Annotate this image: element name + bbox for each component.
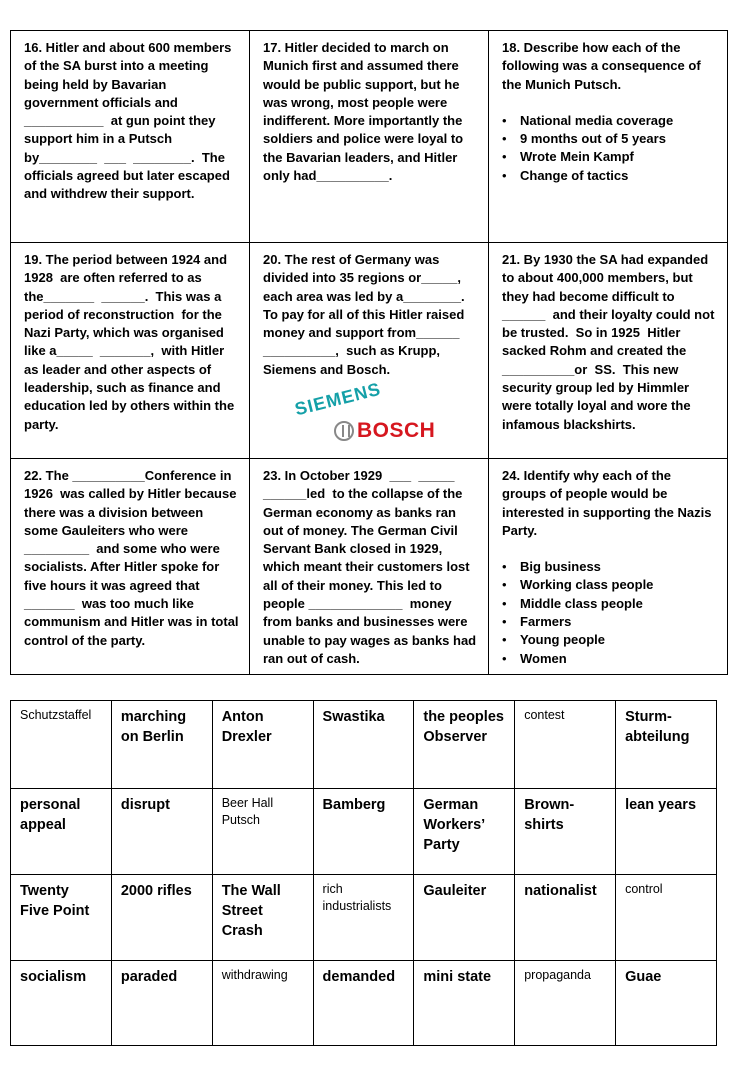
- bullet-item: • National media coverage: [520, 112, 717, 130]
- bosch-logo: [334, 418, 436, 442]
- question-text: 23. In October 1929 ___ _____ ______led to the collapse of the German economy as banks ran out of money. The German Civil Servant Bank closed in 1929, which meant their customers lost all of their money. This led to people _____________ money from banks and businesses were unable to pay wages as banks had ran out of cash.: [263, 468, 480, 666]
- bullet-item: • Farmers: [520, 613, 717, 631]
- bullet-item: • Working class people: [520, 576, 717, 594]
- word-cell: contest: [515, 701, 616, 789]
- word-cell: disrupt: [111, 789, 212, 875]
- siemens-logo: SIEMENS: [292, 378, 384, 420]
- word-cell: The Wall Street Crash: [212, 875, 313, 961]
- question-cell: [489, 31, 728, 243]
- question-cell: [250, 459, 489, 675]
- bullet-item: • Wrote Mein Kampf: [520, 148, 717, 166]
- word-cell: Anton Drexler: [212, 701, 313, 789]
- bullet-item: • Big business: [520, 558, 717, 576]
- question-cell: [250, 31, 489, 243]
- word-cell: Twenty Five Point: [11, 875, 112, 961]
- question-grid: [10, 30, 728, 675]
- bullet-item: • Young people: [520, 631, 717, 649]
- question-cell: [11, 243, 250, 459]
- bullet-item: • Women: [520, 650, 717, 668]
- question-cell: [250, 243, 489, 459]
- word-cell: rich industrialists: [313, 875, 414, 961]
- word-cell: Sturm-abteilung: [616, 701, 717, 789]
- question-text: 17. Hitler decided to march on Munich first and assumed there would be public support, but he was wrong, most people were indifferent. More importantly the soldiers and police were loyal to the Bavarian leaders, and Hitler only had__________.: [263, 40, 467, 184]
- bullet-item: • 9 months out of 5 years: [520, 130, 717, 148]
- siemens-bosch-logo: [281, 378, 441, 447]
- word-cell: demanded: [313, 961, 414, 1046]
- word-cell: Swastika: [313, 701, 414, 789]
- word-cell: mini state: [414, 961, 515, 1046]
- word-cell: Bamberg: [313, 789, 414, 875]
- word-bank: [10, 700, 717, 1046]
- question-text: 22. The __________Conference in 1926 was called by Hitler because there was a division between some Gauleiters who were _________ and some who were socialists. After Hitler spoke for five hours it was agreed that _______ was too much like communism and Hitler was in total control of the party.: [24, 468, 243, 648]
- word-cell: the peoples Observer: [414, 701, 515, 789]
- bullet-list: [502, 112, 717, 185]
- question-text: 24. Identify why each of the groups of people would be interested in supporting the Nazis Party.: [502, 468, 716, 538]
- question-cell: [11, 459, 250, 675]
- question-text: 16. Hitler and about 600 members of the SA burst into a meeting being held by Bavarian government officials and ___________ at gun point they support him in a Putsch by________ ___ ________. The officials agreed but later escaped and withdrew their support.: [24, 40, 235, 202]
- word-cell: lean years: [616, 789, 717, 875]
- question-cell: [489, 243, 728, 459]
- word-cell: Brown-shirts: [515, 789, 616, 875]
- question-text: 18. Describe how each of the following was a consequence of the Munich Putsch.: [502, 40, 705, 92]
- word-cell: withdrawing: [212, 961, 313, 1046]
- word-cell: nationalist: [515, 875, 616, 961]
- question-text: 20. The rest of Germany was divided into 35 regions or_____, each area was led by a________. To pay for all of this Hitler raised money and support from______ __________, such as Krupp, Siemens and Bosch.: [263, 252, 469, 377]
- word-cell: Beer Hall Putsch: [212, 789, 313, 875]
- bullet-list: [502, 558, 717, 668]
- word-cell: socialism: [11, 961, 112, 1046]
- word-cell: propaganda: [515, 961, 616, 1046]
- question-cell: [489, 459, 728, 675]
- word-cell: marching on Berlin: [111, 701, 212, 789]
- bosch-wordmark: BOSCH: [357, 418, 436, 442]
- word-cell: Guae: [616, 961, 717, 1046]
- question-text: 19. The period between 1924 and 1928 are often referred to as the_______ ______. This was a period of reconstruction for the Nazi Party, which was organised like a_____ _______, with Hitler as leader and other aspects of leadership, such as finance and education led by others within the party.: [24, 252, 238, 432]
- word-cell: German Workers’ Party: [414, 789, 515, 875]
- word-cell: 2000 rifles: [111, 875, 212, 961]
- bullet-item: • Change of tactics: [520, 167, 717, 185]
- word-cell: Schutzstaffel: [11, 701, 112, 789]
- word-cell: personal appeal: [11, 789, 112, 875]
- bullet-item: • Middle class people: [520, 595, 717, 613]
- word-cell: paraded: [111, 961, 212, 1046]
- bosch-armature-icon: [334, 421, 354, 441]
- word-cell: control: [616, 875, 717, 961]
- word-cell: Gauleiter: [414, 875, 515, 961]
- question-cell: [11, 31, 250, 243]
- question-text: 21. By 1930 the SA had expanded to about 400,000 members, but they had become difficult to ______ and their loyalty could not be trusted. So in 1925 Hitler sacked Rohm and created the __________or SS. This new security group led by Himmler were totally loyal and wore the infamous blackshirts.: [502, 252, 719, 432]
